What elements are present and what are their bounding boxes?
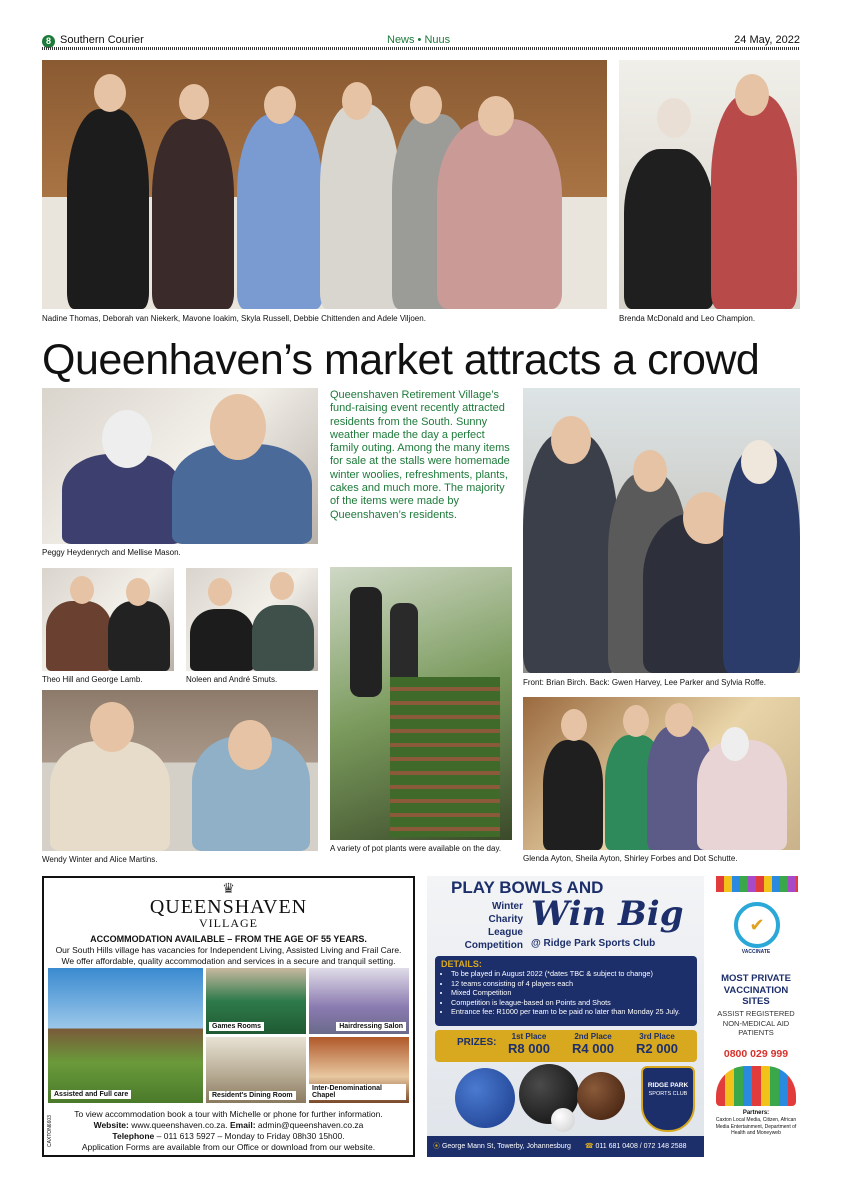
caption-theo-george: Theo Hill and George Lamb.	[42, 675, 143, 684]
queenshaven-logo-title: QUEENSHAVEN	[149, 896, 308, 918]
photo-hairdressing-salon	[309, 968, 409, 1034]
bowls-prize-first: 1st Place R8 000	[508, 1032, 550, 1056]
ad-queenshaven	[42, 876, 415, 1157]
bowls-prize-third: 3rd Place R2 000	[636, 1032, 678, 1056]
caption-group-six: Nadine Thomas, Deborah van Niekerk, Mavone Ioakim, Skyla Russell, Debbie Chittenden and Adele Viljoen.	[42, 314, 426, 323]
photo-label-hairdressing: Hairdressing Salon	[336, 1022, 406, 1031]
queenshaven-forms: Application Forms are available from our Office or download from our website.	[81, 1142, 376, 1152]
location-pin-icon: ⦿	[433, 1143, 440, 1150]
publication-name: Southern Courier	[60, 34, 144, 46]
photo-chapel	[309, 1037, 409, 1103]
photo-brenda-leo	[619, 60, 800, 309]
bowls-prizes-label: PRIZES:	[457, 1037, 497, 1048]
bowls-detail-item: • 12 teams consisting of 4 players each	[451, 979, 691, 989]
queenshaven-contacts: Website: www.queenshaven.co.za. Email: admin@queenshaven.co.za	[93, 1120, 364, 1130]
caption-pot-plants: A variety of pot plants were available on the day.	[330, 844, 502, 853]
issue-date: 24 May, 2022	[734, 34, 800, 46]
bowls-contact-bar	[427, 1136, 704, 1157]
photo-noleen-andre	[186, 568, 318, 671]
bowls-details-title: DETAILS:	[441, 959, 482, 969]
bowls-competition-lines: Winter Charity League Competition	[464, 901, 523, 951]
crown-icon: ♛	[222, 880, 235, 896]
photo-theo-george	[42, 568, 174, 671]
caption-brenda-leo: Brenda McDonald and Leo Champion.	[619, 314, 756, 323]
bunting-decoration	[716, 876, 798, 892]
bowls-address: George Mann St, Towerby, Johannesburg	[441, 1143, 571, 1150]
partners-list: Caxton Local Media, Citizen, African Media Entertainment, Department of Health and Moneyweb	[715, 1117, 797, 1136]
queenshaven-body: Our South Hills village has vacancies for Independent Living, Assisted Living and Frail Care. We offer affordable, quality accommodation and services in a secure and tranquil setting.	[55, 945, 402, 966]
bowls-detail-item: • Entrance fee: R1000 per team to be paid no later than Monday 25 July.	[451, 1007, 691, 1017]
bowls-detail-item: • Mixed Competition	[451, 988, 691, 998]
photo-brian-gwen-lee-sylvia	[523, 388, 800, 673]
caption-brian-gwen-lee-sylvia: Front: Brian Birch. Back: Gwen Harvey, Lee Parker and Sylvia Roffe.	[523, 678, 766, 687]
bowls-ball-icon	[455, 1068, 515, 1128]
bowls-ball-icon	[577, 1072, 625, 1120]
partners-label: Partners:	[742, 1110, 770, 1116]
photo-group-six	[42, 60, 607, 309]
bowls-prizes-box	[435, 1030, 697, 1062]
bowls-venue: @ Ridge Park Sports Club	[531, 938, 656, 949]
photo-label-dining: Resident's Dining Room	[209, 1091, 296, 1100]
photo-assisted-full-care	[48, 968, 203, 1103]
photo-label-assisted: Assisted and Full care	[51, 1090, 131, 1099]
photo-label-games: Games Rooms	[209, 1022, 264, 1031]
vaccination-sub: ASSIST REGISTERED NON-MEDICAL AID PATIENTS	[717, 1009, 795, 1037]
vaccinate-logo-icon: ✔	[734, 902, 780, 948]
bowls-headline: PLAY BOWLS AND	[451, 878, 604, 897]
photo-peggy-mellise	[42, 388, 318, 544]
article-body: Queenshaven Retirement Village’s fund-raising event recently attracted residents from the South. Sunny weather made the day a perfect family outing. Among the many items for sale at the stalls were homemade winter woolies, refreshments, plants, cakes and much more. The majority of the items were made by Queenshaven’s residents.	[330, 389, 510, 521]
vaccinate-logo-text: VACCINATE	[741, 949, 771, 955]
bowls-jack-icon	[551, 1108, 575, 1132]
hands-raised-icon	[716, 1066, 796, 1106]
ridge-park-badge: RIDGE PARK SPORTS CLUB	[641, 1066, 695, 1132]
photo-label-chapel: Inter-Denominational Chapel	[309, 1084, 406, 1100]
vaccination-headline: MOST PRIVATE VACCINATION SITES	[721, 973, 791, 1007]
page-number-badge: 8	[42, 35, 55, 48]
queenshaven-tagline: ACCOMMODATION AVAILABLE – FROM THE AGE OF 55 YEARS.	[90, 934, 367, 944]
ad-play-bowls	[427, 876, 704, 1157]
caption-peggy-mellise: Peggy Heydenrych and Mellise Mason.	[42, 548, 181, 557]
queenshaven-tour: To view accommodation book a tour with Michelle or phone for further information.	[74, 1109, 383, 1119]
bowls-phone: 011 681 0408 / 072 148 2588	[595, 1143, 687, 1150]
header-rule	[42, 47, 800, 50]
photo-glenda-sheila-shirley-dot	[523, 697, 800, 850]
caption-glenda-sheila-shirley-dot: Glenda Ayton, Sheila Ayton, Shirley Forbes and Dot Schutte.	[523, 854, 738, 863]
caption-wendy-alice: Wendy Winter and Alice Martins.	[42, 855, 158, 864]
bowls-detail-item: • To be played in August 2022 (*dates TBC & subject to change)	[451, 969, 691, 979]
photo-games-rooms	[206, 968, 306, 1034]
photo-pot-plants	[330, 567, 512, 840]
ad-vaccination	[712, 876, 800, 1157]
article-headline: Queenhaven’s market attracts a crowd	[42, 336, 760, 384]
phone-icon: ☎	[584, 1143, 594, 1150]
photo-wendy-alice	[42, 690, 318, 851]
queenshaven-phone: Telephone – 011 613 5927 – Monday to Friday 08h30 15h00.	[112, 1131, 345, 1141]
photo-residents-dining-room	[206, 1037, 306, 1103]
queenshaven-logo-subtitle: VILLAGE	[199, 916, 258, 930]
bowls-details-box	[435, 956, 697, 1026]
bowls-detail-item: • Competition is league-based on Points and Shots	[451, 998, 691, 1008]
vaccination-phone: 0800 029 999	[723, 1048, 789, 1060]
bowls-win-big: Win Big	[531, 894, 684, 934]
caption-noleen-andre: Noleen and André Smuts.	[186, 675, 278, 684]
bowls-prize-second: 2nd Place R4 000	[572, 1032, 614, 1056]
section-label: News • Nuus	[387, 34, 451, 46]
queenshaven-ad-code: CAXTON6603	[46, 1115, 53, 1147]
